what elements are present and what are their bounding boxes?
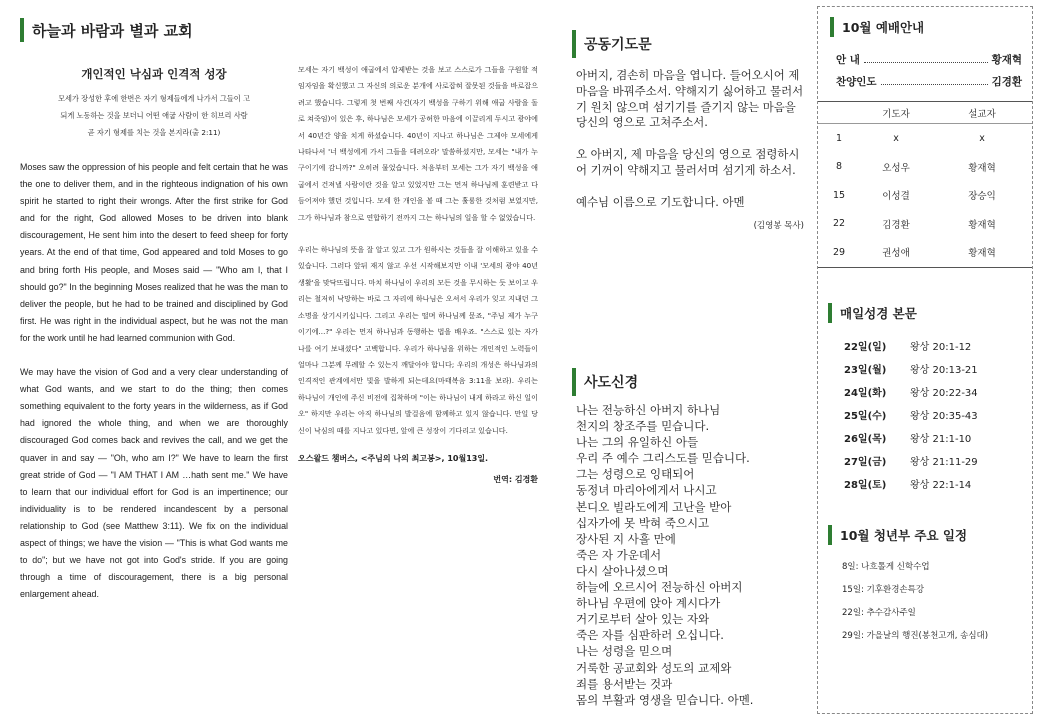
english-paragraph-2: We may have the vision of God and a very clear understanding of what God wants, and we start to do the thing; then comes something equivalent to the forty years in the wilderness, as if God had ignored the whole thing, and when we are thoroughly discouraged God comes back and revives the call, and we get the quaver in and say — "Oh, who am I?" We have to learn the first great stride of God — "I AM THAT I AM …hath sent me." We have to learn that our individual effort for God is an impertinence; our individuality is to be rendered incandescent by a personal relationship to God (see Matthew 3:11). We fix on the individual aspect of things; we have the vision — "This is what God wants me to do"; but we have not got into God's stride. If you are going through a time of discouragement, there is a big personal enlargement ahead. (20, 367, 288, 600)
prayer-paragraph-3: 예수님 이름으로 기도합니다. 아멘 (576, 194, 745, 209)
creed-line: 천지의 창조주를 믿습니다. (576, 419, 710, 434)
bible-ref: 왕상 20:13-21 (910, 364, 978, 376)
creed-line: 죽은 자를 심판하러 오십니다. (576, 628, 724, 643)
accent-bar (572, 30, 576, 58)
section-title-worship (830, 17, 924, 37)
accent-bar (572, 368, 576, 396)
cell-day: 8 (835, 161, 843, 173)
creed-line: 십자가에 못 박혀 죽으시고 (576, 515, 710, 530)
info-name: 황재혁 (991, 53, 1022, 66)
bible-ref: 왕상 22:1-14 (910, 479, 972, 491)
bible-ref: 왕상 20:22-34 (910, 387, 978, 399)
section-title-schedule (828, 525, 967, 545)
meditation-title: 하늘과 바람과 별과 교회 (32, 21, 193, 40)
list-item: 8일: 나흐톨게 신학수업 (842, 562, 930, 572)
cell-day: 1 (835, 132, 843, 144)
creed-line: 죄를 용서받는 것과 (576, 676, 673, 691)
prayer-author: (김영봉 목사) (753, 220, 804, 231)
section-title-meditation (20, 18, 288, 42)
list-item (844, 360, 1024, 376)
scripture-verse (20, 90, 288, 141)
table-row (818, 153, 1032, 182)
bible-date: 24일(화) (844, 387, 887, 399)
cell-prayer: x (893, 132, 899, 144)
list-item (844, 337, 1024, 353)
table-row (818, 124, 1032, 153)
duty-table-header (818, 102, 1032, 124)
section-title-prayer (572, 30, 804, 58)
column-meditation-english (20, 18, 288, 708)
creed-line: 죽은 자 가운데서 (576, 547, 662, 562)
cell-preacher: 장승익 (968, 191, 996, 203)
creed-line: 몸의 부활과 영생을 믿습니다. 아멘. (576, 692, 754, 707)
creed-line: 본디오 빌라도에게 고난을 받아 (576, 499, 732, 514)
cell-prayer: 권성애 (882, 248, 910, 260)
translator-credit: 번역: 김경환 (493, 474, 538, 484)
column-meditation-korean (298, 62, 538, 662)
list-item (844, 475, 1024, 491)
header-prayer: 기도자 (882, 108, 910, 120)
section-title-creed (572, 368, 638, 396)
list-item (844, 429, 1024, 445)
duty-table (818, 101, 1032, 268)
verse-line: 모세가 장성한 후에 한번은 자기 형제들에게 나가서 그들이 고 (58, 94, 250, 103)
info-label: 찬양인도 (836, 75, 877, 88)
bible-title: 매일성경 본문 (840, 306, 917, 321)
bible-ref: 왕상 21:1-10 (910, 433, 972, 445)
bible-ref: 왕상 20:35-43 (910, 410, 978, 422)
column-church-info (817, 6, 1033, 714)
table-row (818, 181, 1032, 210)
creed-line: 우리 주 예수 그리스도를 믿습니다. (576, 451, 750, 466)
prayer-paragraph-1: 아버지, 겸손히 마음을 엽니다. 들어오시어 제 마음을 바꿔주소서. 약해지기 싫어하고 물러서기 원치 않으며 섬기기를 즐기지 않는 마음을 당신의 영으로 고쳐주소서. (576, 68, 804, 130)
info-row-usher (836, 51, 1022, 67)
accent-bar (830, 17, 834, 37)
english-paragraph-1: Moses saw the oppression of his people and felt certain that he was the one to deliver them, and in the righteous indignation of his own spirit he started to right their wrongs. After the first strike for God and for the right, God allowed Moses to be driven into blank discouragement, He sent him into the desert to feed sheep for forty years. At the end of that time, God appeared and told Moses to go and bring forth His people, and Moses said — "Who am I, that I should go?" In the beginning Moses realized that he was the man to deliver the people, but he had to be trained and disciplined by God first. He was right in the individual aspect, but he was not the man for the work until he had learned communion with God. (20, 162, 288, 343)
accent-bar (828, 525, 832, 545)
cell-day: 15 (832, 189, 846, 201)
cell-day: 22 (832, 218, 846, 230)
creed-line: 다시 살아나셨으며 (576, 563, 669, 578)
list-item: 22일: 추수감사주일 (842, 608, 916, 618)
bible-date: 23일(월) (844, 364, 887, 376)
table-row (818, 238, 1032, 267)
creed-line: 그는 성령으로 잉태되어 (576, 467, 695, 482)
source-credit: 오스왈드 챔버스, <주님의 나의 최고봉>, 10월13일. (298, 453, 489, 463)
creed-line: 하늘에 오르시어 전능하신 아버지 (576, 580, 743, 595)
column-prayer-creed (572, 30, 804, 710)
schedule-title: 10월 청년부 주요 일정 (840, 528, 968, 543)
bible-date: 25일(수) (844, 410, 887, 422)
leader-dots (864, 55, 988, 63)
header-preacher: 설교자 (968, 108, 996, 120)
creed-line: 나는 성령을 믿으며 (576, 644, 673, 659)
apostles-creed (576, 402, 804, 708)
creed-line: 거룩한 공교회와 성도의 교제와 (576, 660, 732, 675)
accent-bar (828, 303, 832, 323)
bible-date: 26일(목) (844, 433, 887, 445)
creed-line: 동정녀 마리아에게서 나시고 (576, 483, 717, 498)
info-label: 안 내 (836, 53, 860, 66)
cell-preacher: 황재혁 (968, 162, 996, 174)
prayer-title: 공동기도문 (584, 37, 652, 53)
creed-line: 하나님 우편에 앉아 계시다가 (576, 596, 721, 611)
list-item: 15일: 기후환경손특강 (842, 585, 925, 595)
meditation-subtitle: 개인적인 낙심과 인격적 성장 (81, 67, 227, 81)
list-item (844, 406, 1024, 422)
creed-line: 거기로부터 살아 있는 자와 (576, 612, 710, 627)
info-name: 김경환 (991, 75, 1022, 88)
korean-paragraph-2: 우리는 하나님의 뜻을 잘 알고 있고 그가 원하시는 것들을 잘 이해하고 있을 수 있습니다. 그러다 앞뒤 재지 않고 우선 시작해보지만 이내 '모세의 광야 40년 생활'을 맞닥뜨립니다. 마치 하나님이 우리의 모든 것을 무시하는 듯 보이고 우리는 철저히 낙망하는 바로 그 자리에 하나님은 오셔서 우리가 잊고 지내던 그 소명을 상기시키십니다. 그리고 우리는 떨며 하나님께 묻죠, "주님 제가 누구이기에...?" 우리는 먼저 하나님과 동행하는 법을 배우죠. "스스로 있는 자가 나를 여기 보내셨다" 고백합니다. 우리가 하나님을 위하는 개인적인 노력들이 얼마나 그분께 무례할 수 있는지 깨달아야 합니다; 우리의 개성은 하나님과의 인격적인 관계에서만 빛을 발하게 되는데요(마태복음 3:11을 보라). 우리는 하나님이 개인에 주신 비전에 집착하며 "이는 하나님이 내게 하라고 하신 일이오" 하지만 우리는 아직 하나님의 발걸음에 함께하고 있지 않습니다. 만일 당신이 낙심의 때를 지나고 있다면, 앞에 큰 성장이 기다리고 있습니다. (298, 245, 538, 435)
bible-ref: 왕상 20:1-12 (910, 341, 972, 353)
verse-line: 되게 노동하는 것을 보더니 어떤 애굽 사람이 한 히브리 사람 (60, 111, 248, 120)
korean-paragraph-1: 모세는 자기 백성이 애굽에서 압제받는 것을 보고 스스로가 그들을 구원할 적임자임을 확신했고 그 자신의 의로운 분개에 사로잡혀 잘못된 것들을 바로잡으려고 했습니다. 그렇게 첫 번째 사건(자기 백성을 구하기 위해 애굽 사람을 돌로 쳐죽임)이 있은 후, 하나님은 모세가 공허한 마음에 이끌리게 두시고 광야에서 40년간 양을 치게 하셨습니다. 40년이 지나고 하나님은 그제야 모세에게 나타나셔 '너 백성에게 가서 그들을 데려오라' 말씀하셨지만, 모세는 "내가 누구이기에 감니까?" 오히려 물었습니다. 처음부터 모세는 그가 자기 백성을 애굽에서 건져낼 사람이란 것을 알고 있었지만 그는 먼저 하나님께 훈련받고 다듬어져야 했던 것입니다. 모세 한 개인을 볼 때 그는 훌륭한 것처럼 보였지만, 그가 하나님과 참으로 연합하기 전까지 그는 하나님의 일을 할 수 없었습니다. (298, 65, 538, 222)
leader-dots (881, 77, 988, 85)
prayer-paragraph-2: 오 아버지, 제 마음을 당신의 영으로 점령하시어 기꺼이 약해지고 물러서며 섬기게 하소서. (576, 147, 800, 177)
cell-prayer: 이성결 (882, 191, 910, 203)
cell-preacher: x (979, 132, 985, 144)
bible-ref: 왕상 21:11-29 (910, 456, 978, 468)
bible-date: 22일(일) (844, 341, 887, 353)
bible-date: 27일(금) (844, 456, 887, 468)
verse-line: 곧 자기 형제를 치는 것을 본지라(출 2:11) (87, 128, 221, 137)
worship-title: 10월 예배안내 (842, 20, 925, 35)
cell-prayer: 김경환 (882, 219, 910, 231)
table-row (818, 210, 1032, 239)
bible-date: 28일(토) (844, 479, 887, 491)
creed-line: 나는 그의 유일하신 아들 (576, 435, 699, 450)
cell-preacher: 황재혁 (968, 248, 996, 260)
creed-line: 장사된 지 사흘 만에 (576, 531, 676, 546)
creed-line: 나는 전능하신 아버지 하나님 (576, 403, 721, 417)
list-item (844, 383, 1024, 399)
info-row-worship-leader (836, 73, 1022, 89)
accent-bar (20, 18, 24, 42)
list-item: 29일: 가을날의 행진(봉천고개, 송심대) (842, 631, 989, 641)
creed-title: 사도신경 (584, 375, 639, 391)
section-title-daily-bible (828, 303, 917, 323)
cell-prayer: 오성우 (882, 162, 910, 174)
cell-preacher: 황재혁 (968, 219, 996, 231)
list-item (844, 452, 1024, 468)
cell-day: 29 (832, 246, 846, 258)
